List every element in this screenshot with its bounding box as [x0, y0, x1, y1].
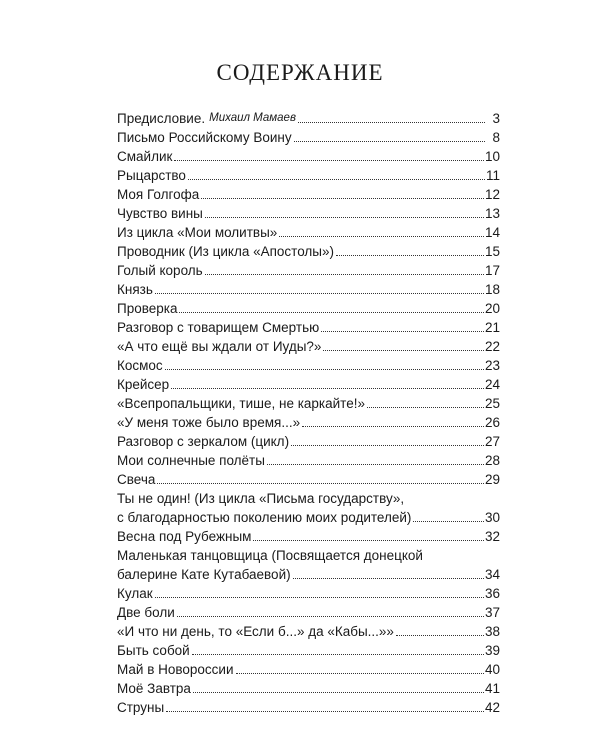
toc-entry-title: Две боли: [117, 605, 175, 620]
toc-entry-page-number: 29: [484, 472, 500, 487]
dot-leader: [336, 255, 484, 256]
toc-entry-title: Мои солнечные полёты: [117, 453, 265, 468]
dot-leader: [236, 673, 484, 674]
dot-leader: [298, 122, 485, 123]
page-title: СОДЕРЖАНИЕ: [216, 60, 384, 85]
toc-entry-page-number: 3: [492, 111, 500, 126]
toc-entry-title: Моя Голгофа: [117, 187, 200, 202]
toc-entry-title: Струны: [117, 700, 165, 715]
toc-entry: [117, 128, 500, 147]
toc-entry-page-number: 42: [484, 700, 500, 715]
toc-entry: [117, 470, 500, 489]
dot-leader: [155, 597, 484, 598]
toc-entry: [117, 185, 500, 204]
toc-entry-title: Проводник (Из цикла «Апостолы»): [117, 244, 334, 259]
toc-entry-title: «И что ни день, то «Если б...» да «Кабы...»»: [117, 624, 394, 639]
toc-entry: [117, 603, 500, 622]
toc-entry: [117, 261, 500, 280]
toc-entry-page-number: 22: [484, 339, 500, 354]
dot-leader: [192, 654, 484, 655]
toc-entry-page-number: 21: [484, 320, 500, 335]
toc-entry: [117, 242, 500, 261]
toc-entry-page-number: 28: [484, 453, 500, 468]
dot-leader: [155, 293, 484, 294]
dot-leader: [205, 217, 484, 218]
dot-leader: [323, 350, 484, 351]
toc-entry: [117, 318, 500, 337]
toc-entry-page-number: 24: [484, 377, 500, 392]
toc-entry: [117, 622, 500, 641]
toc-entry-title: Смайлик: [117, 149, 173, 164]
toc-entry: [117, 508, 500, 527]
toc-entry: [117, 166, 500, 185]
toc-entry-page-number: 30: [484, 510, 500, 525]
dot-leader: [188, 179, 485, 180]
toc-entry-page-number: 8: [492, 130, 500, 145]
toc-entry-title: Моё Завтра: [117, 681, 191, 696]
dot-leader: [291, 445, 484, 446]
toc-entry-page-number: 15: [484, 244, 500, 259]
dot-leader: [279, 236, 484, 237]
toc-entry: [117, 147, 500, 166]
toc-entry-title: «А что ещё вы ждали от Иуды?»: [117, 339, 322, 354]
toc-entry: [117, 698, 500, 717]
dot-leader: [166, 711, 484, 712]
dot-leader: [179, 312, 484, 313]
toc-entry: [117, 584, 500, 603]
dot-leader: [321, 331, 484, 332]
toc-entry: [117, 641, 500, 660]
toc-entry: [117, 280, 500, 299]
toc-entry-title: Рыцарство: [117, 168, 186, 183]
toc-entry-page-number: 23: [484, 358, 500, 373]
dot-leader: [367, 407, 484, 408]
toc-entry-page-number: 17: [484, 263, 500, 278]
toc-entry-title: Разговор с товарищем Смертью: [117, 320, 320, 335]
dot-leader: [302, 426, 484, 427]
toc-entry-page-number: 32: [484, 529, 500, 544]
toc-entry-title: Разговор с зеркалом (цикл): [117, 434, 290, 449]
toc-entry-page-number: 10: [484, 149, 500, 164]
toc-entry-title: Свеча: [117, 472, 156, 487]
toc-entry-title: Письмо Российскому Воину: [117, 130, 292, 145]
toc-entry-title: Чувство вины: [117, 206, 203, 221]
toc-entry-title: Быть собой: [117, 643, 190, 658]
dot-leader: [294, 141, 485, 142]
toc-entry-page-number: 26: [484, 415, 500, 430]
toc-entry-title: Май в Новороссии: [117, 662, 234, 677]
toc-entry-title: Предисловие.: [117, 111, 206, 126]
toc-entry: [117, 109, 500, 128]
toc-entry-page-number: 39: [484, 643, 500, 658]
toc-entry-page-number: 14: [484, 225, 500, 240]
dot-leader: [165, 369, 484, 370]
toc-entry: [117, 660, 500, 679]
toc-entry-title: Кулак: [117, 586, 153, 601]
toc-entry: [117, 679, 500, 698]
toc-entry: [117, 451, 500, 470]
dot-leader: [177, 616, 484, 617]
toc-entry-title: с благодарностью поколению моих родителей): [117, 510, 412, 525]
toc-entry-title: Проверка: [117, 301, 178, 316]
toc-entry-title: Крейсер: [117, 377, 170, 392]
toc-entry-page-number: 41: [484, 681, 500, 696]
toc-entry-title: «Всепропальщики, тише, не каркайте!»: [117, 396, 365, 411]
toc-entry-title: «У меня тоже было время...»: [117, 415, 301, 430]
dot-leader: [171, 388, 484, 389]
toc-entry: [117, 223, 500, 242]
toc-entry-page-number: 20: [484, 301, 500, 316]
toc-entry-title: балерине Кате Кутабаевой): [117, 567, 291, 582]
toc-entry-title: Космос: [117, 358, 163, 373]
toc-entry-page-number: 34: [484, 567, 500, 582]
toc-entry-page-number: 38: [484, 624, 500, 639]
toc-entry: [117, 413, 500, 432]
toc-entry-title-line1: Маленькая танцовщица (Посвящается донецкой: [117, 548, 423, 563]
toc-entry-title: Голый король: [117, 263, 203, 278]
dot-leader: [396, 635, 484, 636]
dot-leader: [193, 692, 484, 693]
toc-entry: [117, 432, 500, 451]
dot-leader: [205, 274, 484, 275]
toc-entry: [117, 527, 500, 546]
toc-entry-title: Князь: [117, 282, 153, 297]
dot-leader: [413, 521, 484, 522]
toc-entry-page-number: 13: [484, 206, 500, 221]
toc-entry-title-line1: Ты не один! (Из цикла «Письма государству»,: [117, 491, 405, 506]
toc-entry: [117, 375, 500, 394]
toc-entry: [117, 337, 500, 356]
table-of-contents: [117, 109, 500, 717]
toc-entry-title: Из цикла «Мои молитвы»: [117, 225, 278, 240]
toc-entry-page-number: 37: [484, 605, 500, 620]
toc-entry: [117, 299, 500, 318]
toc-entry-page-number: 25: [484, 396, 500, 411]
toc-entry-page-number: 18: [484, 282, 500, 297]
toc-entry-title: Весна под Рубежным: [117, 529, 252, 544]
toc-entry: [117, 204, 500, 223]
toc-entry-page-number: 27: [484, 434, 500, 449]
dot-leader: [201, 198, 484, 199]
toc-entry: [117, 356, 500, 375]
toc-entry-page-number: 11: [485, 168, 500, 183]
dot-leader: [174, 160, 484, 161]
toc-entry-page-number: 40: [484, 662, 500, 677]
toc-entry: [117, 565, 500, 584]
toc-entry-page-number: 36: [484, 586, 500, 601]
dot-leader: [293, 578, 484, 579]
dot-leader: [157, 483, 484, 484]
toc-entry-author: Михаил Мамаев: [209, 112, 296, 124]
dot-leader: [267, 464, 484, 465]
dot-leader: [253, 540, 484, 541]
toc-entry: [117, 394, 500, 413]
toc-entry-page-number: 12: [484, 187, 500, 202]
